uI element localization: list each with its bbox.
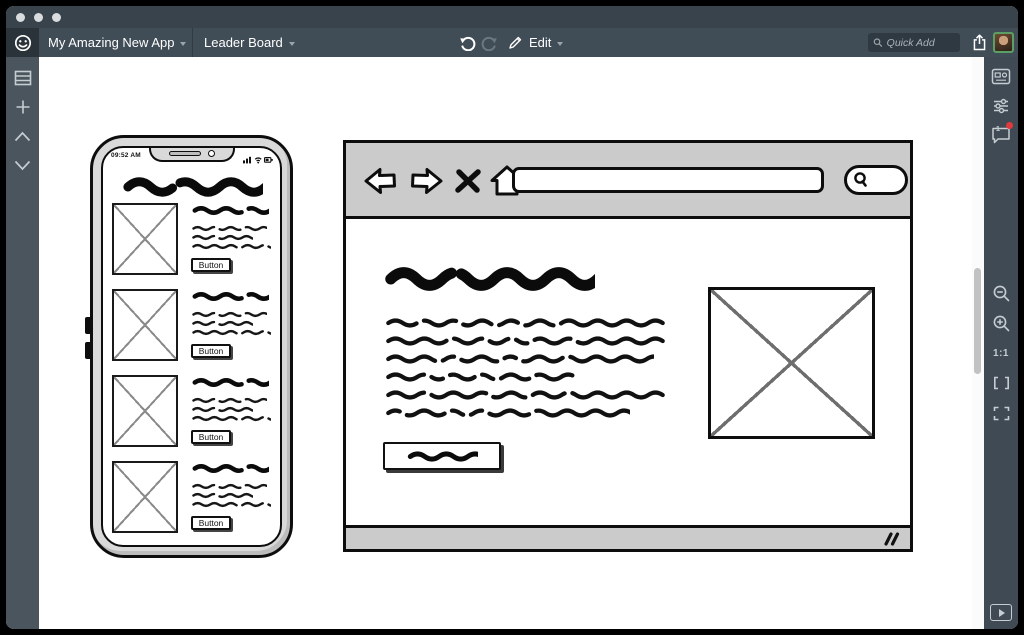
item-text-squiggle [191,225,267,232]
wireframe-canvas[interactable] [39,57,984,629]
search-icon [853,171,869,189]
toolbar [6,28,1018,57]
paragraph-line-squiggle [384,317,667,329]
ui-library-button[interactable] [987,63,1015,91]
item-title-squiggle [191,463,269,474]
zoom-in-button[interactable] [987,308,1015,338]
chevron-up-icon [14,131,31,142]
pencil-icon [508,35,523,50]
previous-page-button[interactable] [9,122,37,150]
item-button[interactable]: Button [191,516,231,530]
item-text-squiggle [191,406,253,413]
next-page-button[interactable] [9,151,37,179]
canvas-scrollbar-thumb[interactable] [974,268,981,374]
image-placeholder [112,375,178,447]
phone-camera [208,150,215,157]
app-logo[interactable] [6,28,39,57]
redo-button[interactable] [478,28,500,57]
phone-speaker [169,151,201,156]
quick-add-input[interactable] [883,37,956,49]
pages-panel-button[interactable] [9,64,37,92]
edit-menu[interactable] [508,28,563,57]
back-arrow-icon[interactable] [363,165,399,197]
titlebar [6,6,1018,28]
fullscreen-button[interactable] [987,398,1015,428]
button-label-squiggle [406,450,478,463]
project-menu[interactable] [48,28,186,57]
image-placeholder [708,287,875,439]
properties-button[interactable] [987,92,1015,120]
share-icon [972,34,987,51]
undo-icon [459,35,476,51]
item-button[interactable]: Button [191,258,231,272]
list-item[interactable] [103,461,280,539]
smiley-icon [13,33,33,53]
item-text-squiggle [191,234,253,241]
zoom-actual-size-button[interactable] [987,338,1015,368]
right-sidebar [984,57,1018,629]
share-button[interactable] [967,28,991,57]
item-text-squiggle [191,492,253,499]
user-avatar[interactable] [993,32,1014,53]
list-item[interactable] [103,203,280,281]
present-button[interactable] [990,604,1012,621]
window-control-icon[interactable] [34,13,43,22]
toolbar-divider [192,28,193,57]
chevron-down-icon [180,42,186,46]
item-text-squiggle [191,415,271,422]
list-item[interactable] [103,289,280,367]
list-item[interactable] [103,375,280,453]
ui-library-icon [991,68,1011,86]
window-control-icon[interactable] [52,13,61,22]
page-title: Leader Board [204,35,283,50]
item-text-squiggle [191,483,267,490]
browser-content [346,219,910,525]
play-icon [999,609,1005,617]
comments-button[interactable] [987,121,1015,149]
chevron-down-icon [557,42,563,46]
paragraph-line-squiggle [384,353,654,365]
paragraph-line-squiggle [384,335,667,347]
address-bar[interactable] [512,167,824,193]
notification-dot [1006,122,1013,129]
image-placeholder [112,203,178,275]
item-text-squiggle [191,311,267,318]
paragraph-line-squiggle [384,407,630,419]
add-page-button[interactable] [9,93,37,121]
zoom-in-icon [992,314,1011,333]
phone-mockup[interactable] [90,135,293,558]
forward-arrow-icon[interactable] [408,165,444,197]
brackets-icon [993,376,1010,390]
sliders-icon [992,97,1010,115]
stop-x-icon[interactable] [454,168,482,194]
browser-button[interactable] [383,442,501,470]
item-text-squiggle [191,243,271,250]
pages-icon [14,70,32,86]
fit-to-screen-button[interactable] [987,368,1015,398]
item-text-squiggle [191,501,271,508]
item-button[interactable]: Button [191,430,231,444]
phone-status-time: 09:52 AM [111,152,141,159]
browser-headline-squiggle [383,263,595,295]
item-title-squiggle [191,377,269,388]
phone-notch [149,146,235,162]
chevron-down-icon [14,160,31,171]
zoom-ratio-label: 1:1 [993,347,1009,359]
comment-count: 1 [995,124,1001,133]
zoom-out-button[interactable] [987,278,1015,308]
paragraph-line-squiggle [384,389,667,401]
browser-mockup[interactable] [343,140,913,552]
image-placeholder [112,461,178,533]
plus-icon [15,99,31,115]
browser-search-field[interactable] [844,165,908,195]
browser-statusbar [346,525,910,549]
browser-toolbar [346,143,910,219]
item-button[interactable]: Button [191,344,231,358]
search-icon [873,37,883,48]
page-menu[interactable] [204,28,295,57]
zoom-out-icon [992,284,1011,303]
item-text-squiggle [191,320,253,327]
chevron-down-icon [289,42,295,46]
phone-headline-squiggle [121,174,263,200]
item-title-squiggle [191,291,269,302]
project-title: My Amazing New App [48,35,175,50]
item-text-squiggle [191,329,271,336]
undo-button[interactable] [456,28,478,57]
phone-status-icons [243,151,273,169]
left-sidebar [6,57,39,629]
edit-label: Edit [529,35,552,50]
item-title-squiggle [191,205,269,216]
item-text-squiggle [191,397,267,404]
fullscreen-icon [993,406,1010,421]
paragraph-line-squiggle [384,371,646,383]
redo-icon [481,35,498,51]
resize-handle-icon[interactable] [883,532,900,546]
image-placeholder [112,289,178,361]
phone-screen [101,146,282,547]
window-control-icon[interactable] [16,13,25,22]
quick-add-box [868,33,960,52]
